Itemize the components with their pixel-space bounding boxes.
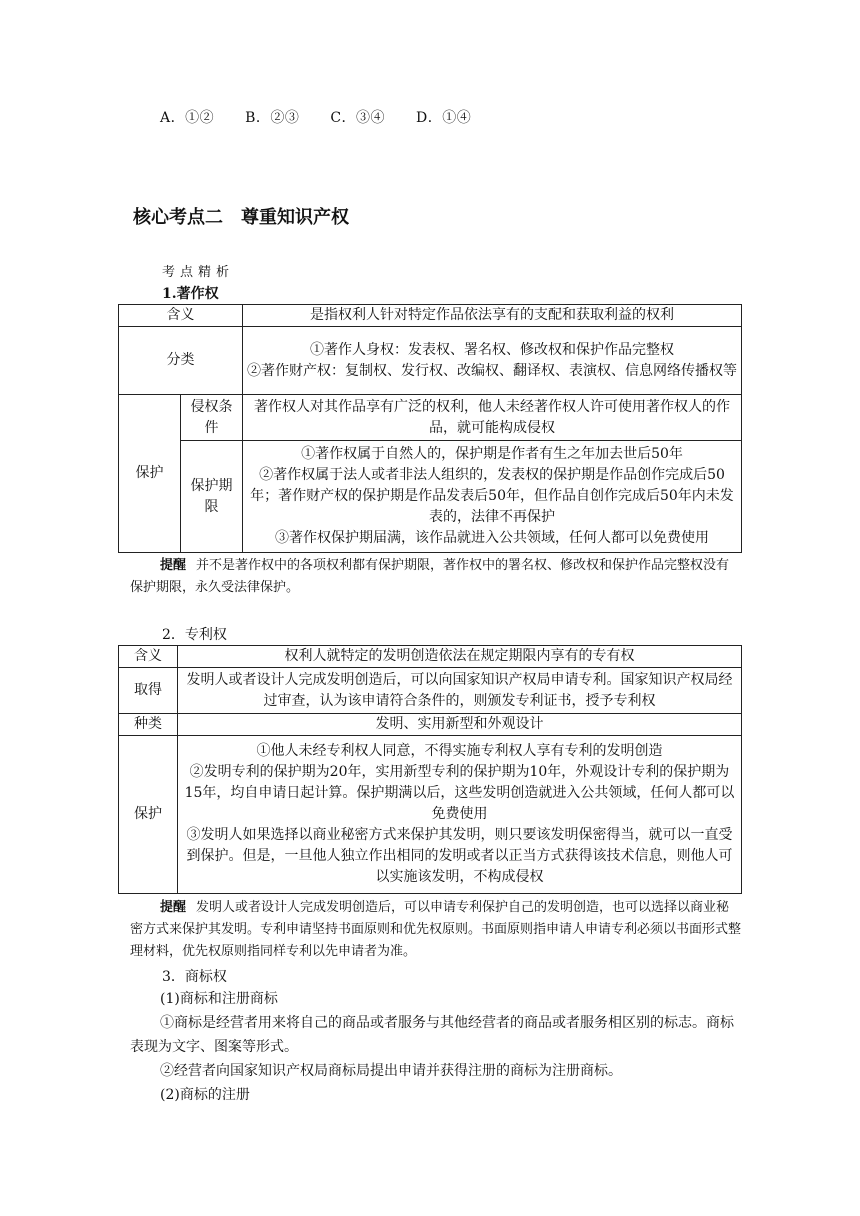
cell-qude: 发明人或者设计人完成发明创造后，可以向国家知识产权局申请专利。国家知识产权局经过审查，认为该申请符合条件的，则颁发专利证书，授予专利权 [178, 668, 742, 714]
cell-baohu [178, 736, 742, 894]
option-d: D．①④ [416, 110, 472, 126]
trademark-p1: ①商标是经营者用来将自己的商品或者服务与其他经营者的商品或者服务相区别的标志。商标表现为文字、图案等形式。 [130, 1015, 734, 1055]
fenlei-item-2: ②著作财产权：复制权、发行权、改编权、翻译权、表演权、信息网络传播权等 [247, 362, 737, 379]
cell-label-hanyi: 含义 [119, 305, 243, 327]
cell-hanyi: 是指权利人针对特定作品依法享有的支配和获取利益的权利 [243, 305, 742, 327]
cell-label-baohu: 保护 [119, 736, 178, 894]
baohu-item-1: ①他人未经专利权人同意，不得实施专利权人享有专利的发明创造 [256, 743, 663, 759]
baohu-item-3: ③发明人如果选择以商业秘密方式来保护其发明，则只要该发明保密得当，就可以一直受到保护。但是，一旦他人独立作出相同的发明或者以正当方式获得该技术信息，则他人可以实施该发明，不构成侵权 [186, 827, 733, 885]
cell-zhonglei: 发明、实用新型和外观设计 [178, 714, 742, 736]
qixian-item-2: ②著作权属于法人或者非法人组织的，发表权的保护期是作品创作完成后50年；著作财产权的保护期是作品发表后50年，但作品自创作完成后50年内未发表的，法律不再保护 [250, 467, 734, 525]
option-c: C．③④ [330, 110, 386, 126]
cell-label-qude: 取得 [119, 668, 178, 714]
trademark-sub1: (1)商标和注册商标 [160, 991, 278, 1007]
tip-text: 发明人或者设计人完成发明创造后，可以申请专利保护自己的发明创造，也可以选择以商业秘密方式来保护其发明。专利申请坚持书面原则和优先权原则。书面原则指申请人申请专利必须以书面形式整理材料，优先权原则指同样专利以先申请者为准。 [130, 900, 742, 959]
tip-label: 提醒 [160, 900, 187, 915]
baohu-item-2: ②发明专利的保护期为20年，实用新型专利的保护期为10年，外观设计专利的保护期为15年，均自申请日起计算。保护期满以后，这些发明创造就进入公共领域，任何人都可以免费使用 [184, 764, 735, 822]
copyright-table [118, 304, 742, 553]
cell-label-qinquan: 侵权条件 [181, 395, 243, 441]
patent-table [118, 645, 742, 894]
patent-tip [130, 897, 742, 963]
qixian-item-1: ①著作权属于自然人的，保护期是作者有生之年加去世后50年 [301, 446, 683, 462]
qixian-item-3: ③著作权保护期届满，该作品就进入公共领域，任何人都可以免费使用 [275, 530, 709, 546]
fenlei-item-1: ①著作人身权：发表权、署名权、修改权和保护作品完整权 [310, 341, 674, 358]
section-title: 核心考点二 尊重知识产权 [133, 207, 349, 228]
trademark-sub2: (2)商标的注册 [160, 1087, 250, 1103]
cell-label-zhonglei: 种类 [119, 714, 178, 736]
cell-label-baohu: 保护 [119, 395, 181, 553]
trademark-p2: ②经营者向国家知识产权局商标局提出申请并获得注册的商标为注册商标。 [160, 1063, 622, 1079]
cell-fenlei [243, 327, 742, 395]
cell-qixian [243, 441, 742, 553]
cell-qinquan: 著作权人对其作品享有广泛的权利，他人未经著作权人许可使用著作权人的作品，就可能构成侵权 [243, 395, 742, 441]
trademark-heading: 3．商标权 [162, 969, 227, 985]
cell-label-hanyi: 含义 [119, 646, 178, 668]
tip-text: 并不是著作权中的各项权利都有保护期限，著作权中的署名权、修改权和保护作品完整权没有保护期限，永久受法律保护。 [130, 558, 730, 595]
cell-label-fenlei: 分类 [119, 327, 243, 395]
patent-heading: 2．专利权 [162, 627, 227, 643]
option-a: A．①② [160, 110, 215, 126]
copyright-tip [130, 555, 742, 599]
cell-label-qixian: 保护期限 [181, 441, 243, 553]
answer-options [160, 107, 497, 127]
kaodian-label: 考点精析 [162, 265, 235, 280]
cell-hanyi: 权利人就特定的发明创造依法在规定期限内享有的专有权 [178, 646, 742, 668]
copyright-heading: 1.著作权 [162, 286, 219, 302]
tip-label: 提醒 [160, 558, 187, 573]
option-b: B．②③ [245, 110, 300, 126]
